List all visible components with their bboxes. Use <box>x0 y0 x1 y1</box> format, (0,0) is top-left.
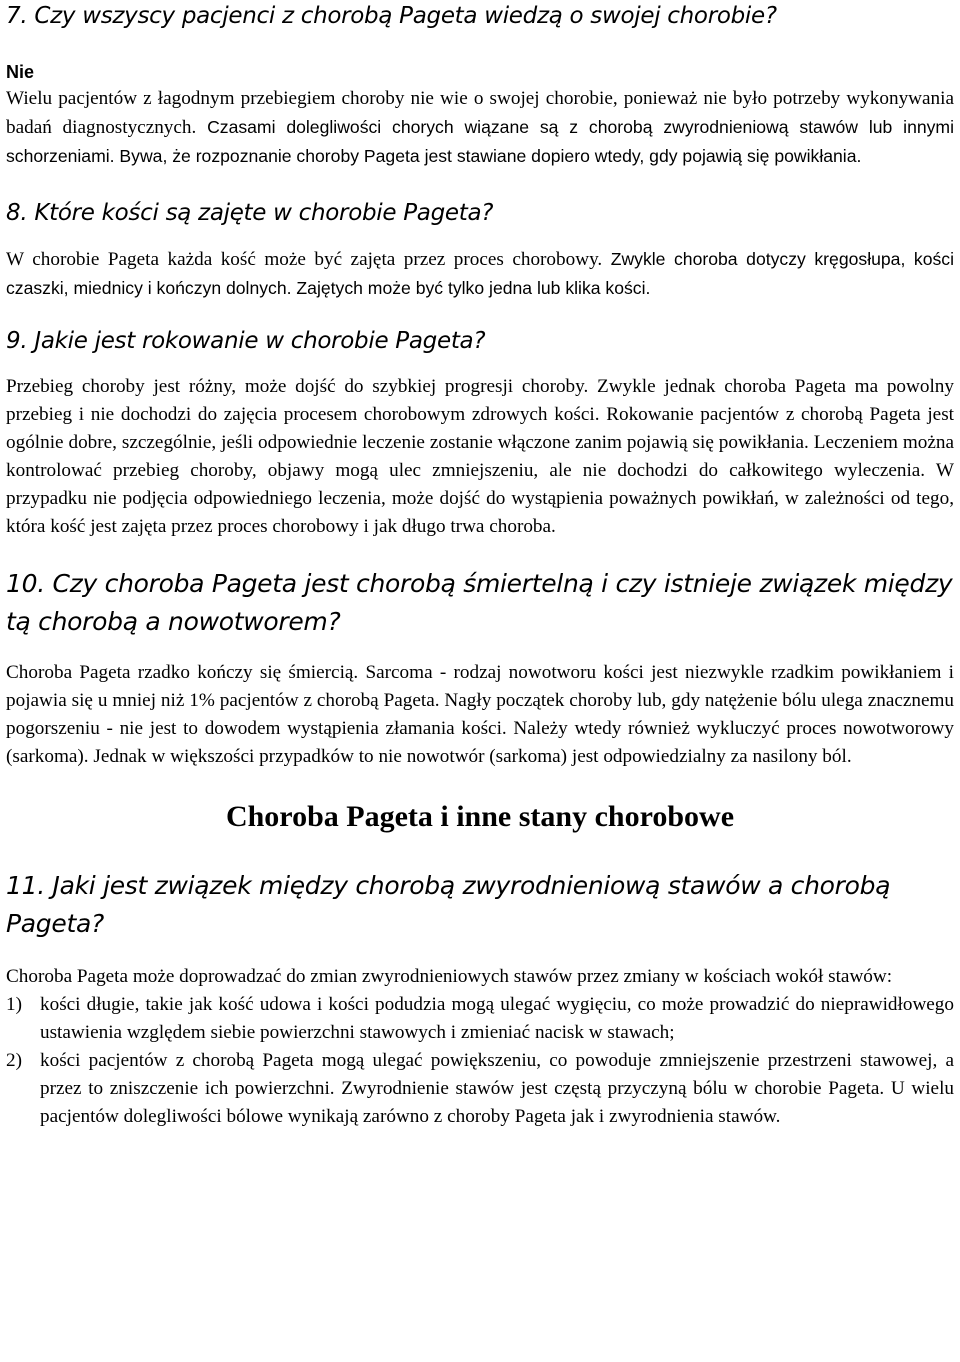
question-9-heading: 9. Jakie jest rokowanie w chorobie Pageta? <box>6 328 486 354</box>
question-7-text-part-1: Wielu pacjentów z łagodnym przebiegiem choroby nie wie o swojej chorobie, ponieważ nie było potrzeby wykonywania badań diagnostycznych. <box>6 88 954 138</box>
list-item-number: 2) <box>6 1050 22 1071</box>
question-7-text-part-2: Czasami dolegliwości chorych wiązane są z chorobą zwyrodnieniową stawów lub innymi schorzeniami. Bywa, że rozpoznanie choroby Pageta jest stawiane dopiero wtedy, gdy pojawią się powikłania. <box>6 117 954 166</box>
question-10-paragraph: Choroba Pageta rzadko kończy się śmiercią. Sarcoma - rodzaj nowotworu kości jest niezwykle rzadkim powikłaniem i pojawia się u mniej niż 1% pacjentów z chorobą Pageta. Nagły początek choroby lub, gdy natężenie bólu ulega znacznemu pogorszeniu - nie jest to dowodem wystąpienia złamania kości. Należy wtedy również wykluczyć proces nowotworowy (sarkoma). Jednak w większości przypadków to nie nowotwór (sarkoma) jest odpowiedzialny za nasilony ból. <box>6 662 954 767</box>
question-10-heading: 10. Czy choroba Pageta jest chorobą śmiertelną i czy istnieje związek między tą chorobą a nowotworem? <box>6 569 953 636</box>
question-8-paragraph <box>6 245 954 303</box>
list-item-number: 1) <box>6 994 22 1015</box>
section-title: Choroba Pageta i inne stany chorobowe <box>225 800 735 833</box>
question-11-heading: 11. Jaki jest związek między chorobą zwyrodnieniową stawów a chorobą Pageta? <box>6 871 891 938</box>
question-8-heading: 8. Które kości są zajęte w chorobie Pageta? <box>6 200 494 226</box>
document-page <box>6 0 954 1131</box>
question-7-heading: 7. Czy wszyscy pacjenci z chorobą Pageta wiedzą o swojej chorobie? <box>6 3 777 29</box>
list-item-text: kości pacjentów z chorobą Pageta mogą ulegać powiększeniu, co powoduje zmniejszenie przestrzeni stawowej, a przez to zniszczenie ich powierzchni. Zwyrodnienie stawów jest częstą przyczyną bólu w chorobie Pageta. U wielu pacjentów dolegliwości bólowe wynikają zarówno z choroby Pageta jak i zwyrodnienia stawów. <box>40 1050 954 1127</box>
question-11-intro: Choroba Pageta może doprowadzać do zmian zwyrodnieniowych stawów przez zmiany w kościach wokół stawów: <box>6 966 893 987</box>
question-7-short-answer: Nie <box>6 62 35 82</box>
list-item <box>6 1047 954 1131</box>
question-8-text-part-1: W chorobie Pageta każda kość może być zajęta przez proces chorobowy. <box>6 249 603 270</box>
question-7-paragraph <box>6 85 954 171</box>
question-8-text-part-2: Zwykle choroba dotyczy kręgosłupa, kości czaszki, miednicy i kończyn dolnych. Zajętych może być tylko jedna lub klika kości. <box>6 249 954 298</box>
question-11-list <box>6 991 954 1131</box>
list-item-text: kości długie, takie jak kość udowa i kości podudzia mogą ulegać wygięciu, co może prowadzić do nieprawidłowego ustawienia względem siebie powierzchni stawowych i zmieniać nacisk w stawach; <box>40 994 954 1043</box>
list-item <box>6 991 954 1047</box>
question-9-paragraph: Przebieg choroby jest różny, może dojść do szybkiej progresji choroby. Zwykle jednak choroba Pageta ma powolny przebieg i nie dochodzi do zajęcia procesem chorobowym zdrowych kości. Rokowanie pacjentów z chorobą Pageta jest ogólnie dobre, szczególnie, jeśli odpowiednie leczenie zostanie włączone zanim pojawią się powikłania. Leczeniem można kontrolować przebieg choroby, objawy mogą ulec zmniejszeniu, ale nie dochodzi do całkowitego wyleczenia. W przypadku nie podjęcia odpowiedniego leczenia, może dojść do wystąpienia poważnych powikłań, w zależności od tego, która kość jest zajęta przez proces chorobowy i jak długo trwa choroba. <box>6 376 954 537</box>
